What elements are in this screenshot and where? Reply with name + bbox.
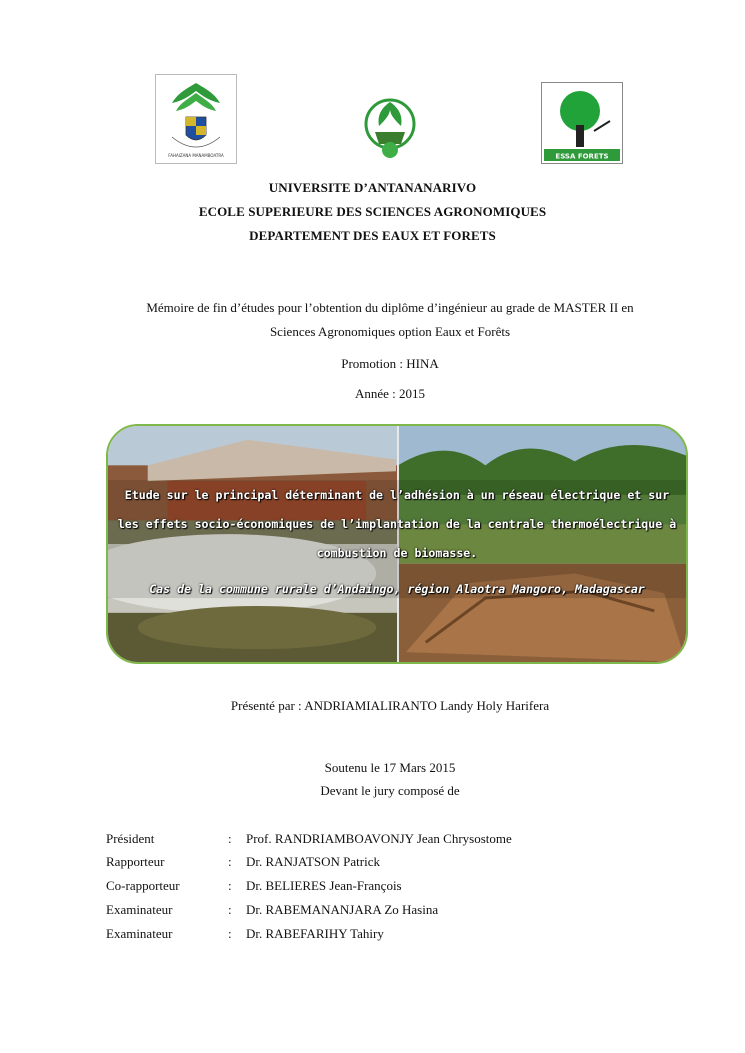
- jury-member-name: Dr. RABEMANANJARA Zo Hasina: [246, 902, 439, 917]
- jury-role: Examinateur: [106, 926, 173, 941]
- jury-role: Rapporteur: [106, 854, 165, 869]
- promotion: Promotion : HINA: [341, 356, 439, 371]
- thesis-purpose-line2: Sciences Agronomiques option Eaux et Forêts: [269, 324, 511, 339]
- jury-member-name: Dr. RABEFARIHY Tahiry: [246, 926, 384, 941]
- thesis-title-line1: Etude sur le principal déterminant de l’adhésion à un réseau électrique et sur: [124, 488, 670, 502]
- school-name: ECOLE SUPERIEURE DES SCIENCES AGRONOMIQUES: [198, 204, 547, 219]
- defense-date: Soutenu le 17 Mars 2015: [324, 760, 456, 775]
- thesis-title-line2: les effets socio-économiques de l’implantation de la centrale thermoélectrique à: [117, 517, 677, 531]
- jury-member-name: Dr. BELIERES Jean-François: [246, 878, 402, 893]
- jury-role: Co-rapporteur: [106, 878, 180, 893]
- jury-member-name: Prof. RANDRIAMBOAVONJY Jean Chrysostome: [246, 831, 512, 846]
- svg-text:FAHAIZANA MANAMBOATRA: FAHAIZANA MANAMBOATRA: [168, 153, 224, 158]
- thesis-purpose-line1: Mémoire de fin d’études pour l’obtention du diplôme d’ingénieur au grade de MASTER II en: [146, 300, 634, 315]
- jury-row-examinateur-1: [106, 902, 666, 920]
- jury-row-examinateur-2: [106, 926, 666, 944]
- jury-row-co-rapporteur: [106, 878, 666, 896]
- presented-by: Présenté par : ANDRIAMIALIRANTO Landy Holy Harifera: [230, 698, 550, 713]
- svg-text:ESSA FORETS: ESSA FORETS: [555, 152, 609, 161]
- department-name: DEPARTEMENT DES EAUX ET FORETS: [249, 228, 496, 243]
- jury-role: Président: [106, 831, 155, 846]
- university-name: UNIVERSITE D’ANTANANARIVO: [268, 180, 477, 195]
- jury-colon: :: [228, 854, 232, 869]
- essa-logo: [355, 88, 425, 164]
- jury-member-name: Dr. RANJATSON Patrick: [246, 854, 380, 869]
- banner-photo-collage: [108, 426, 686, 662]
- jury-row-rapporteur: [106, 854, 666, 872]
- jury-colon: :: [228, 831, 232, 846]
- jury-intro: Devant le jury composé de: [320, 783, 460, 798]
- jury-colon: :: [228, 878, 232, 893]
- jury-row-president: [106, 831, 666, 849]
- university-logo: [155, 74, 237, 164]
- essa-forets-logo: [541, 82, 623, 164]
- jury-colon: :: [228, 926, 232, 941]
- thesis-subtitle: Cas de la commune rurale d’Andaingo, région Alaotra Mangoro, Madagascar: [149, 582, 645, 596]
- jury-role: Examinateur: [106, 902, 173, 917]
- jury-colon: :: [228, 902, 232, 917]
- title-banner: [106, 424, 688, 664]
- thesis-title-line3: combustion de biomasse.: [316, 546, 478, 560]
- year: Année : 2015: [354, 386, 426, 401]
